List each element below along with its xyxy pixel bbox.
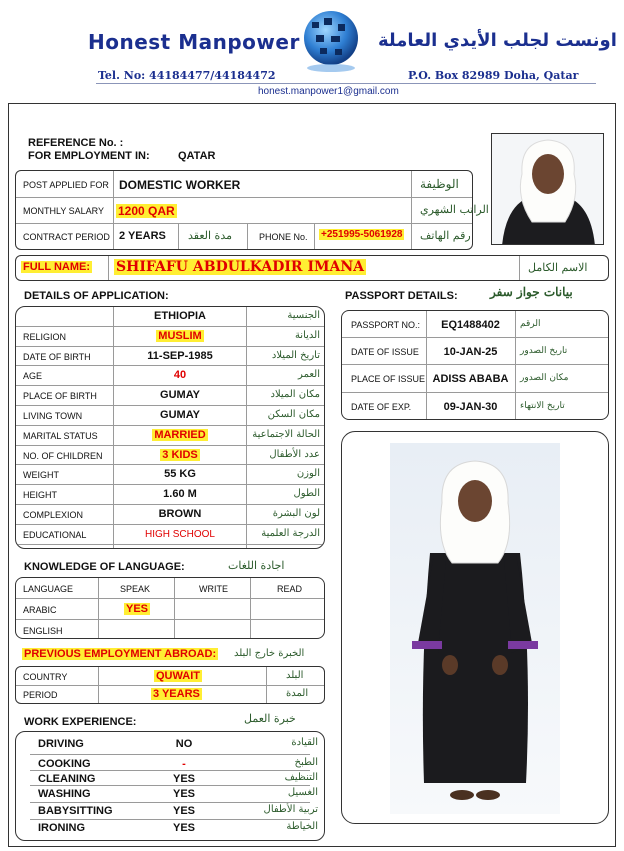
work-row-ar: الطبخ (294, 757, 318, 768)
work-row-value: YES (172, 773, 195, 785)
passport-row-value: EQ1488402 (441, 319, 500, 331)
work-row-divider (30, 819, 310, 820)
passport-row (342, 365, 608, 392)
application-row-value-cell (114, 330, 246, 342)
application-row (16, 386, 324, 406)
passport-title-ar: بيانات جواز سفر (490, 285, 573, 299)
previous-title: PREVIOUS EMPLOYMENT ABROAD: (24, 648, 217, 660)
application-row-label: AGE (23, 371, 43, 382)
application-row-value-cell (114, 310, 246, 322)
salary-label: MONTHLY SALARY (23, 206, 105, 216)
passport-row-label: DATE OF ISSUE (351, 347, 419, 358)
application-row-label: LIVING TOWN (23, 411, 83, 421)
application-row-value-cell (114, 528, 246, 540)
work-table (15, 731, 325, 841)
application-row-ar: الحالة الاجتماعية (252, 428, 320, 440)
phone-ar: رقم الهاتف (420, 229, 471, 242)
application-row-ar: الوزن (296, 468, 320, 480)
work-row-value: YES (172, 788, 195, 800)
work-row-label: IRONING (38, 822, 86, 834)
application-row-label: WEIGHT (23, 470, 59, 481)
contract-value: 2 YEARS (119, 230, 166, 242)
application-row-ar: تاريخ الميلاد (271, 349, 320, 361)
application-table (15, 306, 325, 549)
application-row-value-cell (114, 369, 246, 381)
work-row-value: - (182, 758, 186, 770)
post-salary-table (15, 170, 489, 250)
passport-row-value: 10-JAN-25 (443, 346, 498, 359)
lang-header-speak: SPEAK (120, 584, 151, 594)
work-title-ar: خبرة العمل (244, 712, 296, 725)
passport-title: PASSPORT DETAILS: (345, 290, 458, 302)
full-body-photo-frame (341, 431, 609, 824)
work-title: WORK EXPERIENCE: (24, 716, 137, 728)
country-label: COUNTRY (23, 672, 68, 682)
work-row-ar: التنظيف (284, 772, 318, 783)
language-title-ar: اجادة اللغات (228, 559, 285, 572)
passport-row-label: PLACE OF ISSUE (351, 374, 426, 385)
application-row-label: EDUCATIONAL (23, 529, 87, 540)
application-row-label: PLACE OF BIRTH (23, 391, 97, 402)
full-name-label: FULL NAME: (23, 261, 91, 273)
application-row (16, 366, 324, 386)
salary-value: 1200 QAR (118, 204, 175, 218)
post-ar: الوظيفة (420, 177, 459, 191)
passport-row (342, 393, 608, 420)
application-row-value: MARRIED (154, 428, 206, 441)
full-name-ar: الاسم الكامل (528, 261, 588, 274)
passport-row-ar: تاريخ الانتهاء (520, 400, 565, 411)
globe-logo (298, 8, 364, 74)
application-row (16, 406, 324, 426)
previous-title-ar: الخبرة خارج البلد (234, 648, 305, 659)
application-row-ar: الجنسية (287, 310, 320, 321)
post-value: DOMESTIC WORKER (119, 178, 241, 192)
application-row (16, 465, 324, 485)
application-row-label: DATE OF BIRTH (23, 351, 91, 362)
period-value: 3 YEARS (153, 688, 200, 700)
application-row-ar: مكان الميلاد (270, 389, 320, 401)
country-value: QUWAIT (156, 670, 200, 682)
applicant-portrait (491, 133, 604, 245)
application-row-value: 1.60 M (163, 488, 197, 501)
contract-label: CONTRACT PERIOD (23, 232, 110, 242)
application-row (16, 485, 324, 505)
phone-label: PHONE No. (259, 232, 308, 242)
country-ar: البلد (286, 670, 304, 681)
application-row (16, 307, 324, 327)
passport-row-ar: تاريخ الصدور (520, 346, 568, 357)
salary-ar: الراتب الشهري (420, 203, 489, 216)
language-table (15, 577, 325, 639)
company-name-en: Honest Manpower (88, 30, 300, 54)
reference-label: REFERENCE No. : (28, 137, 124, 149)
po-box: P.O. Box 82989 Doha, Qatar (408, 69, 579, 82)
application-row-value: 40 (173, 369, 187, 382)
work-row-value: YES (172, 805, 195, 817)
application-row-ar: العمر (298, 369, 320, 381)
application-row-value: 11-SEP-1985 (147, 349, 213, 362)
language-title: KNOWLEDGE OF LANGUAGE: (24, 561, 185, 573)
application-row-label: NO. OF CHILDREN (23, 450, 103, 461)
application-row (16, 505, 324, 525)
application-row-value: GUMAY (160, 389, 200, 402)
employment-label: FOR EMPLOYMENT IN: (28, 150, 150, 162)
work-row-value: YES (172, 822, 195, 834)
application-row-label: RELIGION (23, 331, 67, 342)
work-row-ar: الغسيل (287, 787, 318, 798)
application-row-value: ETHIOPIA (154, 310, 206, 322)
work-row-label: BABYSITTING (38, 805, 113, 817)
application-row-value: BROWN (158, 508, 202, 520)
work-row-label: CLEANING (38, 773, 96, 785)
work-row-divider (30, 770, 310, 771)
application-row (16, 347, 324, 367)
passport-row-value: ADISS ABABA (432, 373, 509, 386)
employment-country: QATAR (178, 150, 216, 162)
lang-header-write: WRITE (199, 584, 228, 594)
lang-arabic: ARABIC (23, 605, 57, 615)
full-name-row (15, 255, 609, 281)
passport-row-value: 09-JAN-30 (443, 400, 498, 413)
passport-row (342, 311, 608, 338)
lang-header-read: READ (277, 584, 303, 594)
application-title: DETAILS OF APPLICATION: (24, 290, 169, 302)
lang-english: ENGLISH (23, 626, 63, 636)
passport-row-label: DATE OF EXP. (351, 401, 412, 412)
application-row (16, 327, 324, 347)
application-row-value-cell (114, 488, 246, 500)
previous-table (15, 666, 325, 704)
work-row-label: DRIVING (38, 738, 84, 750)
application-row-ar: الدرجة العلمية (261, 527, 320, 539)
application-row (16, 525, 324, 545)
work-row-label: WASHING (38, 788, 91, 800)
application-row-value-cell (114, 468, 246, 480)
company-name-ar: اونست لجلب الأيدي العاملة (378, 30, 617, 51)
application-row-value-cell (114, 429, 246, 441)
post-label: POST APPLIED FOR (23, 180, 109, 190)
application-row-ar: لون البشرة (272, 508, 320, 519)
application-row-label: MARITAL STATUS (23, 430, 98, 441)
work-row-label: COOKING (38, 758, 91, 770)
passport-row (342, 338, 608, 365)
application-row-value-cell (114, 449, 246, 461)
application-row-ar: الديانة (294, 329, 320, 341)
work-row-ar: القيادة (291, 737, 318, 748)
lang-arabic-speak: YES (126, 603, 149, 615)
application-row-value-cell (114, 389, 246, 401)
application-row-ar: الطول (293, 488, 320, 500)
application-row (16, 446, 324, 466)
application-row-label: COMPLEXION (23, 510, 84, 520)
full-name-value: SHIFAFU ABDULKADIR IMANA (116, 259, 365, 275)
application-row-value: 3 KIDS (162, 448, 198, 461)
work-row-ar: الخياطة (286, 821, 318, 832)
application-row-ar: مكان السكن (267, 409, 320, 420)
application-row-ar: عدد الأطفال (269, 448, 320, 460)
passport-row-ar: مكان الصدور (520, 373, 569, 384)
passport-table (341, 310, 609, 420)
work-row-divider (30, 754, 310, 755)
work-row-divider (30, 785, 310, 786)
application-row-value: HIGH SCHOOL (144, 528, 215, 540)
application-row-value-cell (114, 508, 246, 520)
work-row-value: NO (175, 738, 193, 750)
passport-row-ar: الرقم (520, 319, 541, 329)
tel-number: Tel. No: 44184477/44184472 (98, 69, 276, 82)
period-label: PERIOD (23, 690, 58, 700)
phone-value: +251995-5061928 (321, 229, 403, 240)
period-ar: المدة (286, 688, 309, 699)
application-row-value-cell (114, 350, 246, 362)
application-row (16, 426, 324, 446)
contract-ar: مدة العقد (188, 229, 232, 242)
passport-row-label: PASSPORT NO.: (351, 320, 421, 330)
lang-header-language: LANGUAGE (23, 584, 74, 594)
work-row-ar: تربية الأطفال (263, 804, 318, 815)
application-row-value: MUSLIM (158, 329, 202, 342)
application-row-label: HEIGHT (23, 490, 58, 501)
application-row-value-cell (114, 409, 246, 421)
work-row-divider (30, 802, 310, 803)
application-row-value: GUMAY (160, 409, 200, 421)
header-rule (96, 83, 596, 84)
full-body-photo (390, 443, 560, 814)
application-row-value: 55 KG (164, 468, 196, 481)
email-address[interactable]: honest.manpower1@gmail.com (258, 86, 399, 97)
